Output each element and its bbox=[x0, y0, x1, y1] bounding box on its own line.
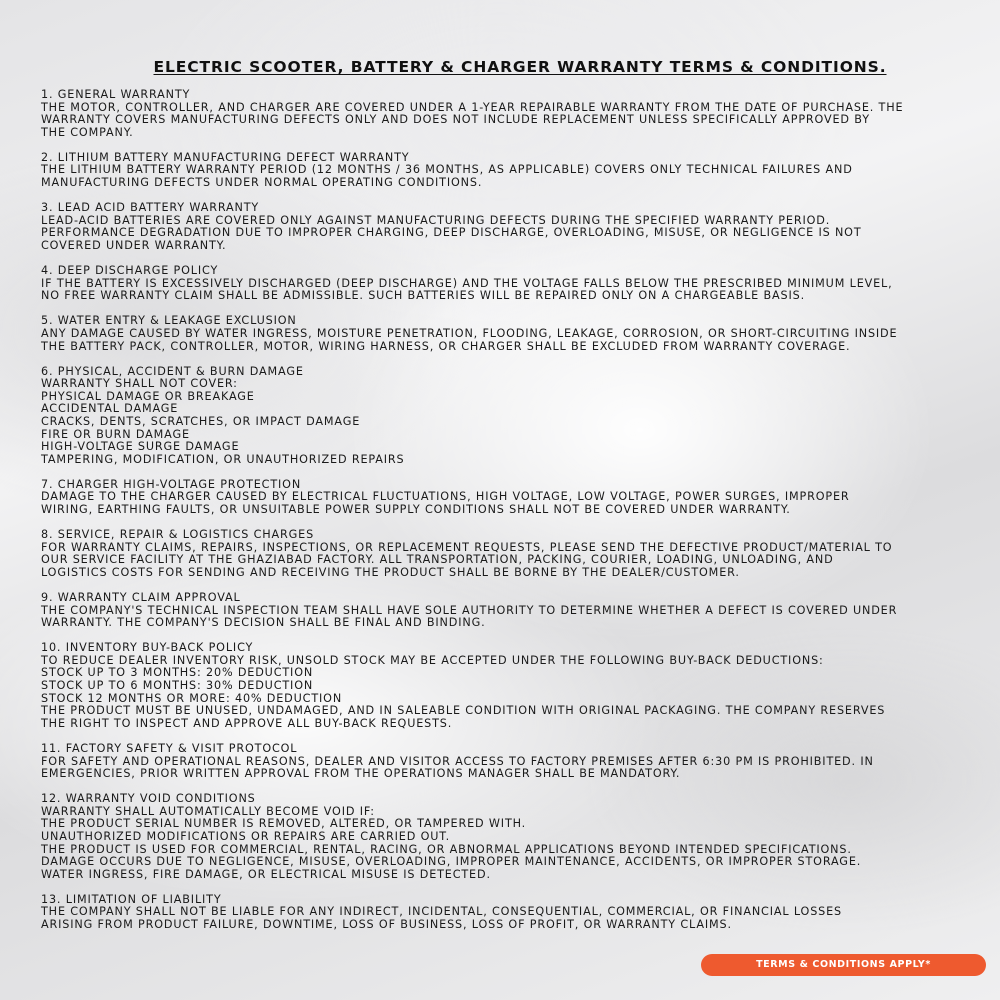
section-text-line: STOCK UP TO 6 MONTHS: 30% DEDUCTION bbox=[41, 679, 314, 693]
section-text-line: UNAUTHORIZED MODIFICATIONS OR REPAIRS ARE CARRIED OUT. bbox=[41, 830, 451, 843]
section-heading: 9. WARRANTY CLAIM APPROVAL bbox=[41, 591, 241, 604]
section-text-line: MANUFACTURING DEFECTS UNDER NORMAL OPERATING CONDITIONS. bbox=[41, 176, 483, 190]
section-text-line: TO REDUCE DEALER INVENTORY RISK, UNSOLD STOCK MAY BE ACCEPTED UNDER THE FOLLOWING BUY-BACK DEDUCTIONS: bbox=[41, 653, 824, 667]
terms-apply-badge: TERMS & CONDITIONS APPLY* bbox=[701, 954, 986, 976]
section-text-line: THE LITHIUM BATTERY WARRANTY PERIOD (12 MONTHS / 36 MONTHS, AS APPLICABLE) COVERS ONLY TECHNICAL FAILURES AND bbox=[41, 163, 853, 177]
section-heading: 13. LIMITATION OF LIABILITY bbox=[41, 892, 222, 906]
section-text-line: THE MOTOR, CONTROLLER, AND CHARGER ARE COVERED UNDER A 1-YEAR REPAIRABLE WARRANTY FROM THE DATE OF PURCHASE. THE bbox=[41, 100, 904, 114]
section-text-line: THE RIGHT TO INSPECT AND APPROVE ALL BUY-BACK REQUESTS. bbox=[41, 716, 453, 730]
section-text-line: FOR WARRANTY CLAIMS, REPAIRS, INSPECTIONS, OR REPLACEMENT REQUESTS, PLEASE SEND THE DEFECTIVE PRODUCT/MATERIAL TO bbox=[41, 540, 893, 554]
terms-section bbox=[41, 642, 999, 730]
section-text-line: DAMAGE OCCURS DUE TO NEGLIGENCE, MISUSE, OVERLOADING, IMPROPER MAINTENANCE, ACCIDENTS, OR IMPROPER STORAGE. bbox=[41, 855, 862, 869]
section-text-line: IF THE BATTERY IS EXCESSIVELY DISCHARGED (DEEP DISCHARGE) AND THE VOLTAGE FALLS BELOW THE PRESCRIBED MINIMUM LEVEL, bbox=[41, 276, 893, 290]
terms-section bbox=[41, 743, 999, 781]
terms-section bbox=[41, 265, 999, 303]
section-text-line: DAMAGE TO THE CHARGER CAUSED BY ELECTRICAL FLUCTUATIONS, HIGH VOLTAGE, LOW VOLTAGE, POWER SURGES, IMPROPER bbox=[41, 490, 850, 504]
section-text-line: CRACKS, DENTS, SCRATCHES, OR IMPACT DAMAGE bbox=[41, 414, 361, 428]
section-text-line: FIRE OR BURN DAMAGE bbox=[41, 427, 190, 441]
section-text-line: THE COMPANY. bbox=[41, 125, 134, 139]
terms-section bbox=[41, 152, 999, 190]
section-text-line: ANY DAMAGE CAUSED BY WATER INGRESS, MOISTURE PENETRATION, FLOODING, LEAKAGE, CORROSION, OR SHORT-CIRCUITING INSIDE bbox=[41, 326, 898, 340]
section-text-line: STOCK UP TO 3 MONTHS: 20% DEDUCTION bbox=[41, 666, 314, 680]
terms-sections bbox=[41, 89, 999, 944]
section-text-line: THE COMPANY'S TECHNICAL INSPECTION TEAM SHALL HAVE SOLE AUTHORITY TO DETERMINE WHETHER A DEFECT IS COVERED UNDER bbox=[41, 603, 898, 617]
section-text-line: THE PRODUCT SERIAL NUMBER IS REMOVED, ALTERED, OR TAMPERED WITH. bbox=[41, 817, 527, 831]
section-heading: 11. FACTORY SAFETY & VISIT PROTOCOL bbox=[41, 741, 298, 755]
section-text-line: WARRANTY COVERS MANUFACTURING DEFECTS ONLY AND DOES NOT INCLUDE REPLACEMENT UNLESS SPECIFICALLY APPROVED BY bbox=[41, 113, 870, 127]
section-text-line: WARRANTY. THE COMPANY'S DECISION SHALL BE FINAL AND BINDING. bbox=[41, 616, 486, 630]
terms-section bbox=[41, 366, 999, 467]
section-text-line: ACCIDENTAL DAMAGE bbox=[41, 402, 179, 416]
section-text-line: EMERGENCIES, PRIOR WRITTEN APPROVAL FROM THE OPERATIONS MANAGER SHALL BE MANDATORY. bbox=[41, 767, 681, 781]
section-text-line: OUR SERVICE FACILITY AT THE GHAZIABAD FACTORY. ALL TRANSPORTATION, PACKING, COURIER, LOADING, UNLOADING, AND bbox=[41, 553, 834, 567]
section-text-line: FOR SAFETY AND OPERATIONAL REASONS, DEALER AND VISITOR ACCESS TO FACTORY PREMISES AFTER 6:30 PM IS PROHIBITED. IN bbox=[41, 754, 874, 768]
section-heading: 12. WARRANTY VOID CONDITIONS bbox=[41, 792, 256, 806]
terms-section bbox=[41, 592, 999, 630]
section-text-line: THE PRODUCT IS USED FOR COMMERCIAL, RENTAL, RACING, OR ABNORMAL APPLICATIONS BEYOND INTENDED SPECIFICATIONS. bbox=[41, 842, 852, 856]
section-heading: 4. DEEP DISCHARGE POLICY bbox=[41, 264, 219, 278]
section-heading: 3. LEAD ACID BATTERY WARRANTY bbox=[41, 201, 260, 215]
terms-section bbox=[41, 89, 999, 139]
section-text-line: STOCK 12 MONTHS OR MORE: 40% DEDUCTION bbox=[41, 691, 343, 705]
section-text-line: THE BATTERY PACK, CONTROLLER, MOTOR, WIRING HARNESS, OR CHARGER SHALL BE EXCLUDED FROM WARRANTY COVERAGE. bbox=[41, 339, 851, 353]
section-text-line: THE COMPANY SHALL NOT BE LIABLE FOR ANY INDIRECT, INCIDENTAL, CONSEQUENTIAL, COMMERCIAL, OR FINANCIAL LOSSES bbox=[41, 905, 842, 919]
section-heading: 5. WATER ENTRY & LEAKAGE EXCLUSION bbox=[41, 314, 297, 328]
section-text-line: WARRANTY SHALL AUTOMATICALLY BECOME VOID IF: bbox=[41, 804, 375, 818]
section-text-line: LEAD-ACID BATTERIES ARE COVERED ONLY AGAINST MANUFACTURING DEFECTS DURING THE SPECIFIED WARRANTY PERIOD. bbox=[41, 213, 831, 227]
section-text-line: COVERED UNDER WARRANTY. bbox=[41, 238, 227, 252]
terms-section bbox=[41, 529, 999, 579]
section-text-line: TAMPERING, MODIFICATION, OR UNAUTHORIZED REPAIRS bbox=[41, 452, 405, 466]
section-heading: 1. GENERAL WARRANTY bbox=[41, 88, 191, 101]
section-text-line: NO FREE WARRANTY CLAIM SHALL BE ADMISSIBLE. SUCH BATTERIES WILL BE REPAIRED ONLY ON A CHARGEABLE BASIS. bbox=[41, 289, 805, 303]
section-heading: 10. INVENTORY BUY-BACK POLICY bbox=[41, 641, 254, 655]
terms-section bbox=[41, 315, 999, 353]
section-text-line: PERFORMANCE DEGRADATION DUE TO IMPROPER CHARGING, DEEP DISCHARGE, OVERLOADING, MISUSE, OR NEGLIGENCE IS NOT bbox=[41, 226, 862, 240]
section-text-line: LOGISTICS COSTS FOR SENDING AND RECEIVING THE PRODUCT SHALL BE BORNE BY THE DEALER/CUSTOMER. bbox=[41, 565, 740, 579]
document-title: ELECTRIC SCOOTER, BATTERY & CHARGER WARRANTY TERMS & CONDITIONS. bbox=[153, 58, 887, 76]
section-text-line: ARISING FROM PRODUCT FAILURE, DOWNTIME, LOSS OF BUSINESS, LOSS OF PROFIT, OR WARRANTY CLAIMS. bbox=[41, 918, 732, 932]
section-text-line: HIGH-VOLTAGE SURGE DAMAGE bbox=[41, 440, 240, 454]
section-text-line: WIRING, EARTHING FAULTS, OR UNSUITABLE POWER SUPPLY CONDITIONS SHALL NOT BE COVERED UNDER WARRANTY. bbox=[41, 503, 791, 517]
section-text-line: PHYSICAL DAMAGE OR BREAKAGE bbox=[41, 389, 255, 403]
section-heading: 8. SERVICE, REPAIR & LOGISTICS CHARGES bbox=[41, 528, 315, 542]
section-text-line: THE PRODUCT MUST BE UNUSED, UNDAMAGED, AND IN SALEABLE CONDITION WITH ORIGINAL PACKAGING. THE COMPANY RESERVES bbox=[41, 704, 886, 718]
terms-section bbox=[41, 793, 999, 881]
section-heading: 7. CHARGER HIGH-VOLTAGE PROTECTION bbox=[41, 477, 302, 491]
terms-section bbox=[41, 894, 999, 932]
section-text-line: WARRANTY SHALL NOT COVER: bbox=[41, 377, 238, 391]
terms-section bbox=[41, 479, 999, 517]
section-heading: 6. PHYSICAL, ACCIDENT & BURN DAMAGE bbox=[41, 364, 304, 378]
section-heading: 2. LITHIUM BATTERY MANUFACTURING DEFECT WARRANTY bbox=[41, 150, 410, 164]
terms-section bbox=[41, 202, 999, 252]
section-text-line: WATER INGRESS, FIRE DAMAGE, OR ELECTRICAL MISUSE IS DETECTED. bbox=[41, 867, 491, 881]
